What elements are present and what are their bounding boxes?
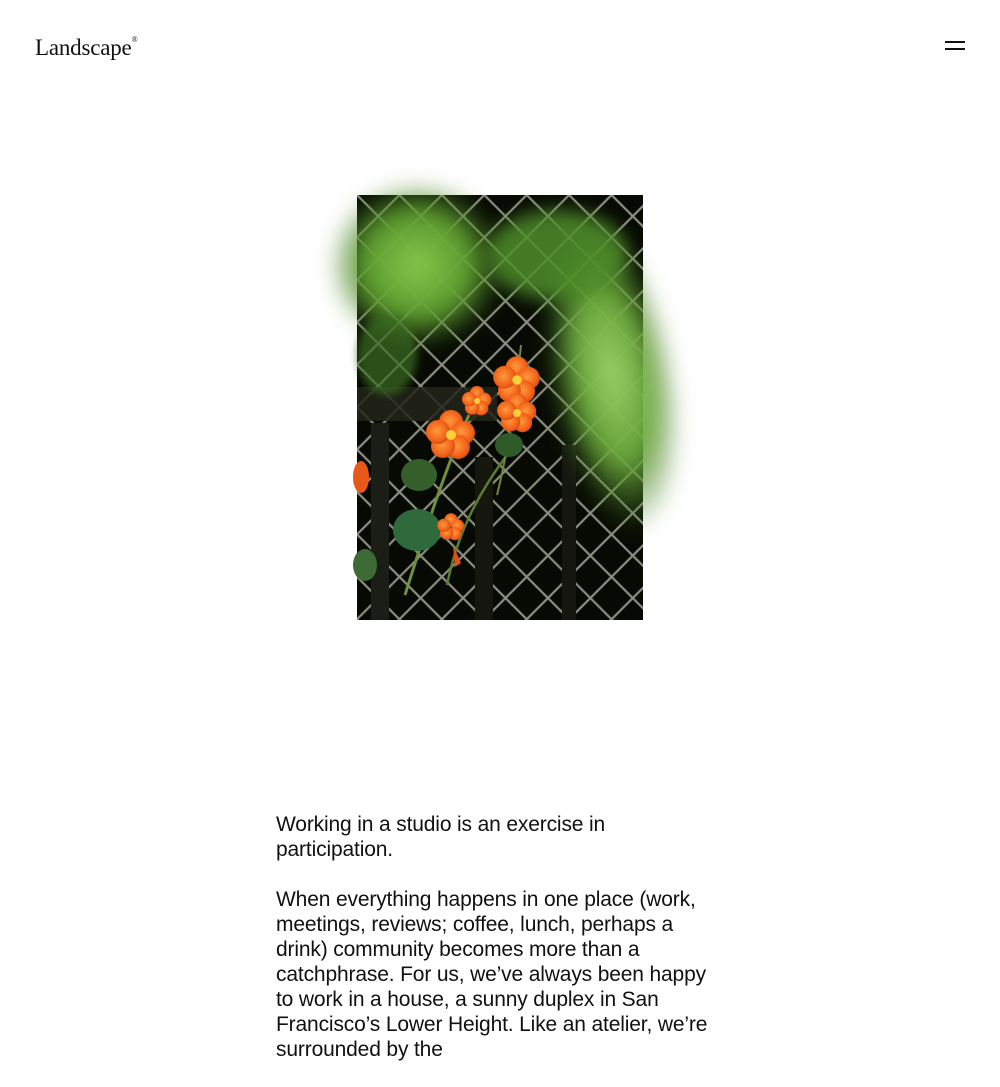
hamburger-menu-icon [945, 41, 965, 43]
hamburger-menu-icon-line [945, 48, 965, 50]
hero-image [357, 195, 643, 620]
logo-text: Landscape [35, 35, 132, 60]
intro-lead: Working in a studio is an exercise in participation. [276, 813, 606, 861]
intro-text [276, 812, 726, 1087]
menu-button[interactable] [940, 34, 970, 58]
registered-mark: ® [131, 35, 138, 44]
flower-photo [357, 195, 643, 620]
logo[interactable] [35, 33, 138, 63]
site-header [0, 0, 1000, 100]
intro-body: When everything happens in one place (work, meetings, reviews; coffee, lunch, perhaps a drink) community becomes more than a catchphrase. For us, we’ve always been happy to work in a house, a sunny duplex in San Francisco’s Lower Height. Like an atelier, we’re surrounded by the [276, 888, 708, 1061]
